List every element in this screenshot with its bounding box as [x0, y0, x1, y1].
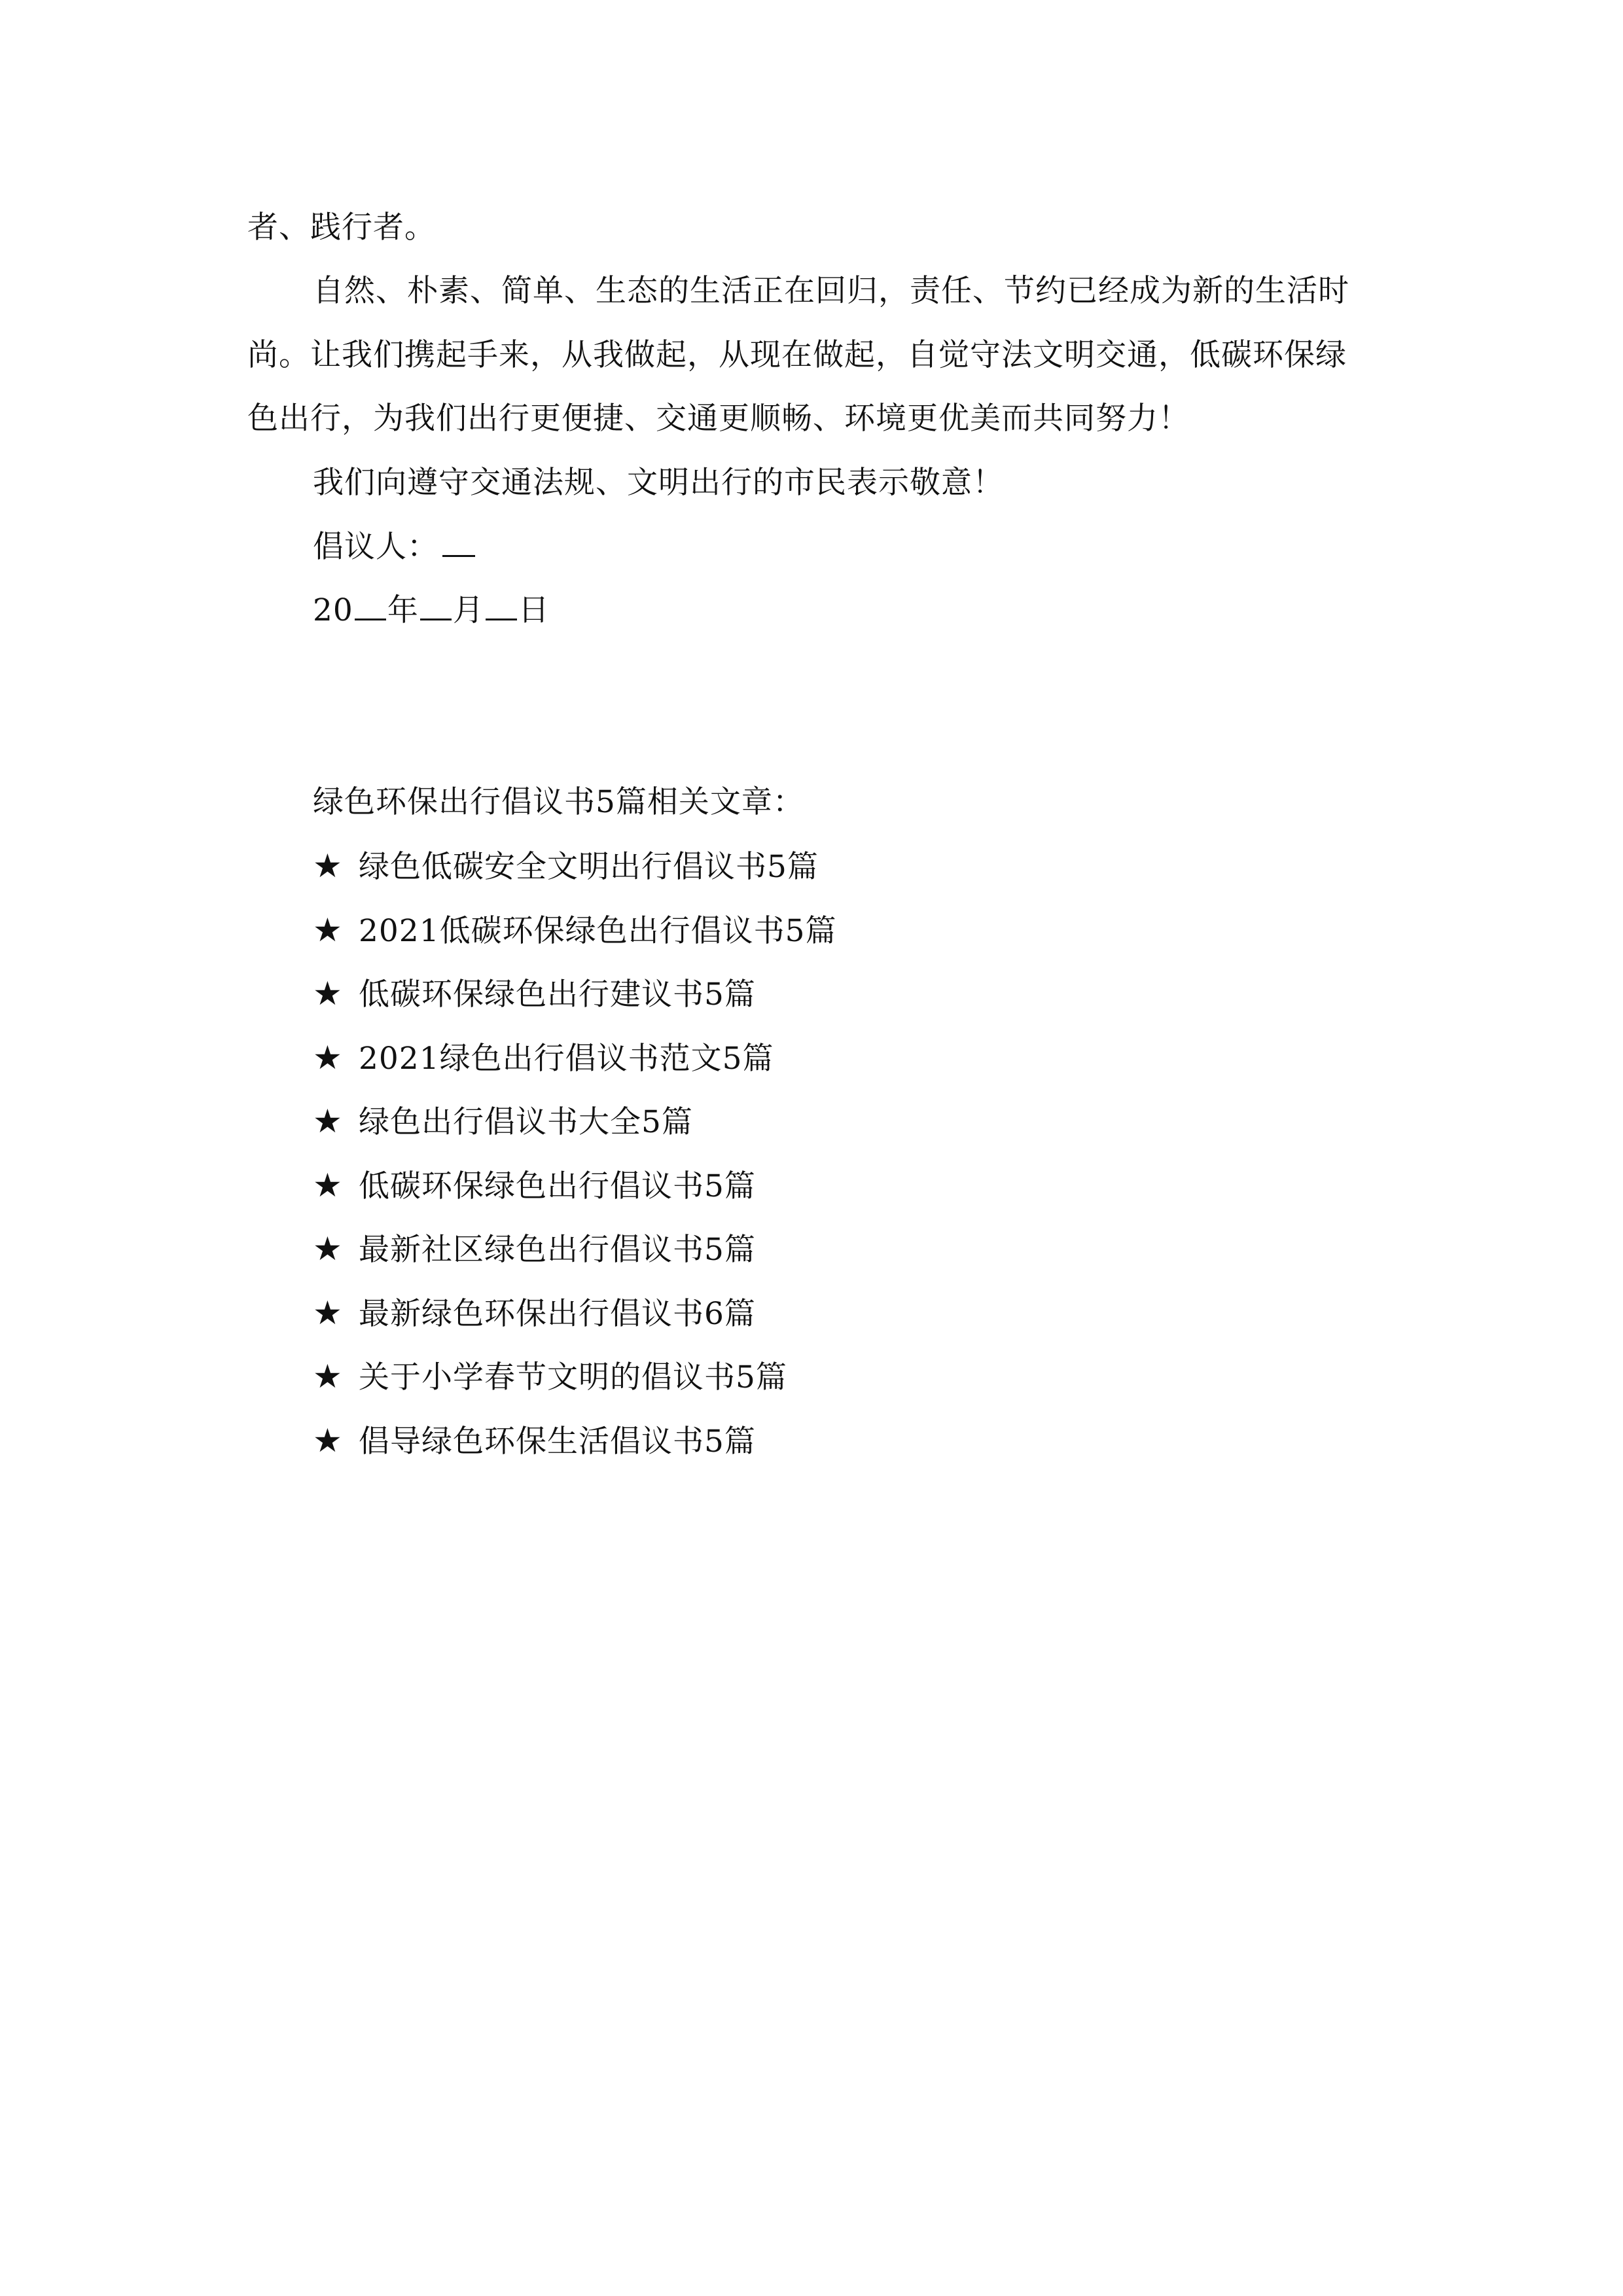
related-item[interactable]	[313, 1102, 693, 1142]
body-paragraph-line: 自然、朴素、简单、生态的生活正在回归，责任、节约已经成为新的生活时	[313, 273, 1349, 309]
related-item-link[interactable]: 倡导绿色环保生活倡议书5篇	[359, 1424, 756, 1460]
signature-blank	[442, 529, 475, 557]
related-item[interactable]	[313, 1038, 774, 1079]
body-line-continuation: 者、践行者。	[247, 209, 436, 245]
star-icon: ★	[313, 1102, 343, 1140]
related-item-link[interactable]: 2021绿色出行倡议书范文5篇	[359, 1041, 774, 1077]
star-icon: ★	[313, 911, 343, 949]
date-prefix: 20	[313, 592, 353, 628]
related-item[interactable]	[313, 910, 837, 951]
related-item[interactable]	[313, 1229, 756, 1270]
date-year-label: 年	[387, 592, 419, 628]
star-icon: ★	[313, 1166, 343, 1204]
related-item-link[interactable]: 最新社区绿色出行倡议书5篇	[359, 1232, 756, 1268]
related-item-link[interactable]: 绿色低碳安全文明出行倡议书5篇	[359, 849, 819, 885]
related-item-link[interactable]: 关于小学春节文明的倡议书5篇	[359, 1359, 787, 1395]
related-item-link[interactable]: 2021低碳环保绿色出行倡议书5篇	[359, 913, 837, 949]
body-paragraph-line: 尚。让我们携起手来，从我做起，从现在做起，自觉守法文明交通，低碳环保绿	[247, 337, 1347, 373]
star-icon: ★	[313, 1422, 343, 1460]
star-icon: ★	[313, 1039, 343, 1077]
related-item-link[interactable]: 绿色出行倡议书大全5篇	[359, 1104, 693, 1140]
related-item[interactable]	[313, 846, 819, 887]
star-icon: ★	[313, 1294, 343, 1332]
related-item[interactable]	[313, 1293, 756, 1334]
related-item-link[interactable]: 低碳环保绿色出行倡议书5篇	[359, 1168, 756, 1204]
date-month-label: 月	[452, 592, 484, 628]
related-item[interactable]	[313, 1421, 756, 1462]
related-item[interactable]	[313, 974, 756, 1014]
body-paragraph-respect: 我们向遵守交通法规、文明出行的市民表示敬意！	[313, 465, 1004, 501]
related-item-link[interactable]: 最新绿色环保出行倡议书6篇	[359, 1296, 756, 1332]
date-line	[313, 591, 550, 630]
signature-label: 倡议人：	[313, 529, 438, 565]
related-heading: 绿色环保出行倡议书5篇相关文章：	[313, 784, 804, 820]
month-blank	[420, 592, 452, 620]
star-icon: ★	[313, 847, 343, 885]
star-icon: ★	[313, 975, 343, 1013]
star-icon: ★	[313, 1230, 343, 1268]
related-item-link[interactable]: 低碳环保绿色出行建议书5篇	[359, 977, 756, 1013]
date-day-label: 日	[518, 592, 550, 628]
body-paragraph-line: 色出行，为我们出行更便捷、交通更顺畅、环境更优美而共同努力！	[247, 401, 1190, 437]
star-icon: ★	[313, 1357, 343, 1395]
related-item[interactable]	[313, 1166, 756, 1206]
related-item[interactable]	[313, 1357, 787, 1397]
day-blank	[486, 592, 517, 620]
signature-line	[313, 528, 475, 567]
year-blank	[355, 592, 386, 620]
